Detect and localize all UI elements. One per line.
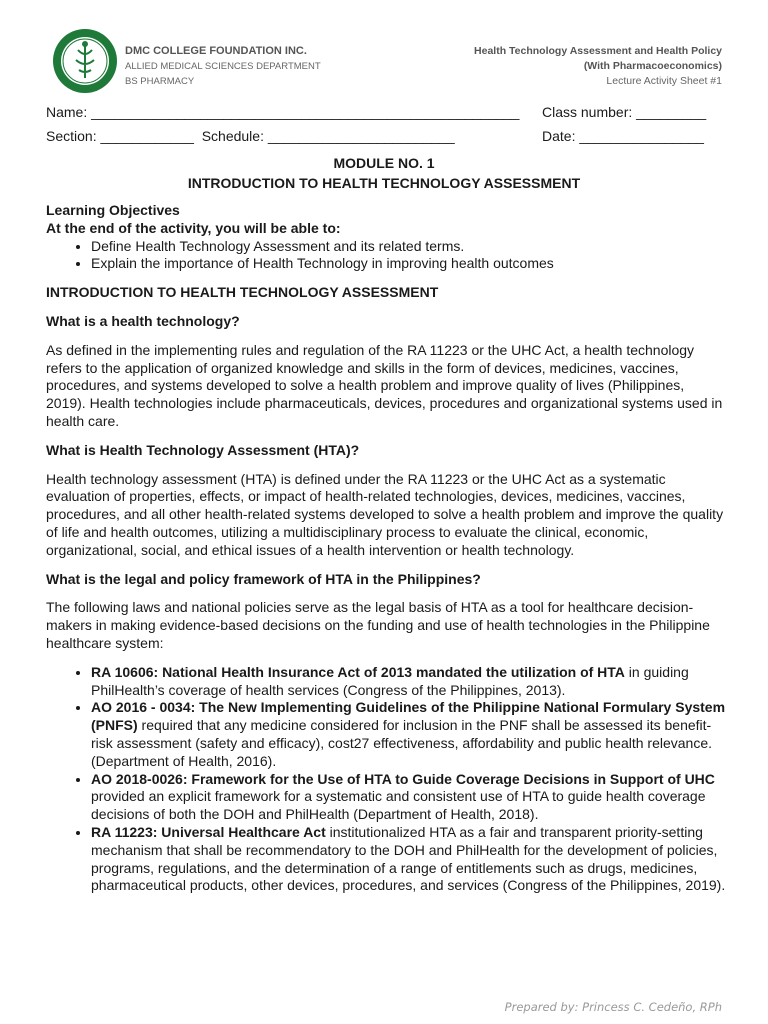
list-item-text: in guiding PhilHealth’s coverage of health services (Congress of the Philippines, 2013). (91, 663, 689, 698)
objectives-intro: At the end of the activity, you will be able to: (46, 219, 341, 236)
institution-block (125, 44, 321, 89)
q3-heading: What is the legal and policy framework of HTA in the Philippines? (46, 570, 481, 587)
class-number-field-line[interactable]: Class number: _________ (542, 104, 707, 120)
list-item (91, 824, 726, 895)
list-item: • Explain the importance of Health Technology in improving health outcomes (91, 255, 726, 273)
q3-body: The following laws and national policies serve as the legal basis of HTA as a tool for healthcare decision-makers in making evidence-based decisions on the funding and use of health technologies in the Philippine healthcare system: (46, 599, 710, 651)
date-field-line[interactable]: Date: ________________ (542, 128, 704, 144)
course-block (474, 44, 722, 89)
objectives-heading: Learning Objectives (46, 202, 180, 218)
prepared-by-footer: Prepared by: Princess C. Cedeño, RPh (504, 1000, 722, 1014)
course-subtitle: (With Pharmacoeconomics) (583, 60, 722, 72)
institution-name: DMC COLLEGE FOUNDATION INC. (125, 45, 307, 57)
department-name: ALLIED MEDICAL SCIENCES DEPARTMENT (125, 61, 321, 72)
list-item-text: institutionalized HTA as a fair and transparent priority-setting mechanism that shall be recommendatory to the DOH and PhilHealth for the development of policies, programs, regulations, and the determination of a range of entitlements such as drugs, medicines, pharmaceutical products, other devices, procedures, and services (Congress of the Philippines, 2019). (91, 823, 726, 894)
program-name: BS PHARMACY (125, 76, 195, 87)
list-item-bold: RA 10606: National Health Insurance Act of 2013 mandated the utilization of HTA (91, 663, 625, 680)
activity-sheet-label: Lecture Activity Sheet #1 (606, 75, 722, 87)
q2-heading: What is Health Technology Assessment (HTA)? (46, 441, 360, 458)
module-title: INTRODUCTION TO HEALTH TECHNOLOGY ASSESSMENT (187, 175, 581, 191)
list-item-bold: AO 2018-0026: Framework for the Use of HTA to Guide Coverage Decisions in Support of UHC (91, 770, 715, 787)
list-item (91, 699, 726, 770)
section-title: INTRODUCTION TO HEALTH TECHNOLOGY ASSESSMENT (46, 284, 439, 301)
q1-body: As defined in the implementing rules and regulation of the RA 11223 or the UHC Act, a health technology refers to the application of organized knowledge and skills in the form of devices, medicines, vaccines, procedures, and systems developed to solve a health problem and improve quality of lives (Philippines, 2019). Health technologies include pharmaceuticals, devices, procedures and organizational systems used in health care. (46, 341, 723, 429)
module-number: MODULE NO. 1 (333, 155, 435, 171)
college-seal-logo (52, 28, 118, 94)
legal-framework-list (46, 664, 726, 895)
course-title: Health Technology Assessment and Health Policy (474, 45, 722, 57)
list-item-bold: RA 11223: Universal Healthcare Act (91, 823, 326, 840)
name-field-line[interactable]: Name: _______________________________________________________ (46, 104, 520, 120)
section-schedule-field-line[interactable]: Section: ____________ Schedule: ________________________ (46, 128, 455, 144)
list-item-text: provided an explicit framework for a systematic and consistent use of HTA to guide health coverage decisions of both the DOH and PhilHealth (Department of Health, 2018). (91, 788, 706, 823)
q1-heading: What is a health technology? (46, 312, 240, 329)
list-item (91, 771, 726, 824)
list-item: • Define Health Technology Assessment and its related terms. (91, 238, 726, 256)
main-content (46, 202, 726, 895)
objectives-list (46, 238, 726, 274)
list-item-text: required that any medicine considered for inclusion in the PNF shall be assessed its benefit-risk assessment (safety and efficacy), cost27 effectiveness, affordability and public health relevance. (Department of Health, 2016). (91, 717, 712, 769)
list-item-bold: AO 2016 - 0034: The New Implementing Guidelines of the Philippine National Formulary System (PNFS) (91, 699, 726, 734)
q2-body: Health technology assessment (HTA) is defined under the RA 11223 or the UHC Act as a systematic evaluation of properties, effects, or impact of health-related technologies, devices, medicines, vaccines, procedures, and all other health-related systems developed to solve a health problem and improve the quality of life and health outcomes, utilizing a multidisciplinary process to evaluate the clinical, economic, organizational, social, and ethical issues of a health intervention or health technology. (46, 470, 724, 558)
list-item (91, 664, 726, 700)
